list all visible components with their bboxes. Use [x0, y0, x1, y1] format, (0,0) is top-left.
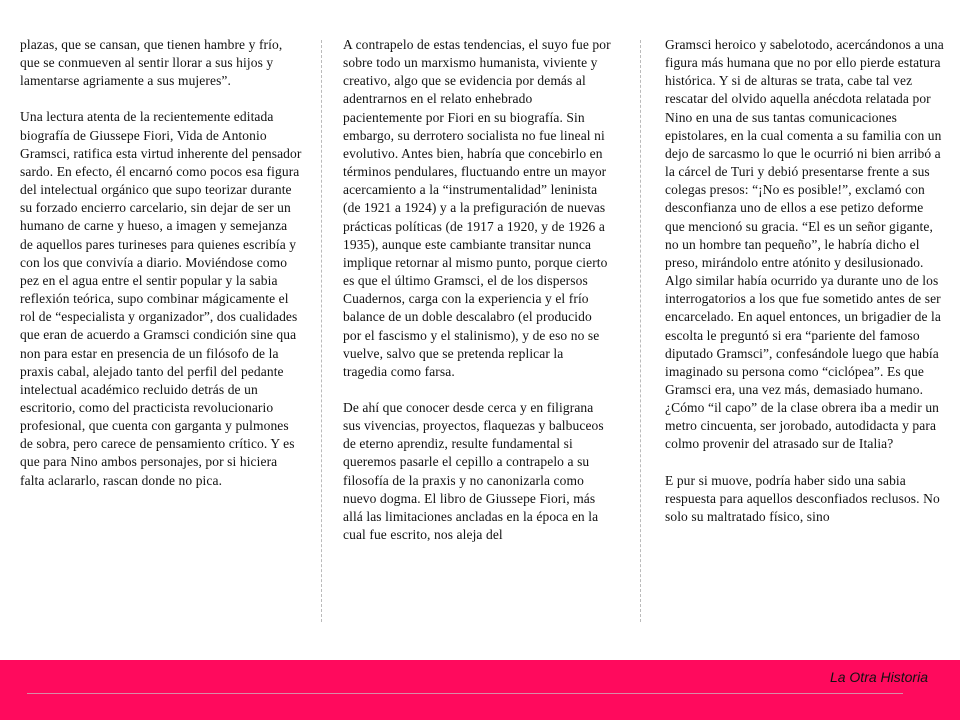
- paragraph: Gramsci heroico y sabelotodo, acercándonos a una figura más humana que no por ello pierde estatura histórica. Y si de alturas se trata, cabe tal vez rescatar del olvido aquella anécdota relatada por Nino en una de sus tantas comunicaciones epistolares, en la cual comenta a su familia con un dejo de sarcasmo lo que le ocurrió ni bien arribó a la cárcel de Turi y debió presentarse frente a sus colegas presos: “¡No es posible!”, exclamó con desconfianza uno de ellos a ese petizo deforme que mencionó su gracia. “El es un señor gigante, no un hombre tan pequeño”, le habría dicho el preso, mirándolo entre atónito y desilusionado. Algo similar había ocurrido ya durante uno de los interrogatorios a los que fue sometido antes de ser encarcelado. En aquel entonces, un brigadier de la escolta le preguntó si era “pariente del famoso diputado Gramsci”, confesándole luego que había imaginado su persona como “ciclópea”. Es que Gramsci era, una vez más, demasiado humano. ¿Cómo “il capo” de la clase obrera iba a medir un metro cincuenta, ser jorobado, autodidacta y para colmo provenir del atrasado sur de Italia?: [665, 37, 944, 452]
- footer-band: [0, 660, 960, 720]
- text-column-1: [20, 36, 302, 508]
- paragraph: A contrapelo de estas tendencias, el suyo fue por sobre todo un marxismo humanista, viviente y creativo, algo que se evidencia por demás al adentrarnos en el relato enhebrado pacientemente por Fiori en su biografía. Sin embargo, su derrotero socialista no fue lineal ni evolutivo. Antes bien, habría que concebirlo en términos pendulares, fluctuando entre un mayor acercamiento a la “instrumentalidad” leninista (de 1921 a 1924) y a la prefiguración de nuevas prácticas políticas (de 1917 a 1920, y de 1926 a 1935), aunque este cambiante transitar nunca implique retornar al mismo punto, porque cierto es que el último Gramsci, el de los dispersos Cuadernos, carga con la experiencia y el frío balance de un doble descalabro (el producido por el fascismo y el stalinismo), y de eso no se vuelve, salvo que se pretenda replicar la tragedia como farsa.: [343, 37, 611, 379]
- paragraph: E pur si muove, podría haber sido una sabia respuesta para aquellos desconfiados reclusos. No solo su maltratado físico, sino: [665, 472, 940, 524]
- paragraph: Una lectura atenta de la recientemente editada biografía de Giussepe Fiori, Vida de Antonio Gramsci, ratifica esta virtud inherente del pensador sardo. En efecto, él encarnó como pocos esa figura del intelectual orgánico que supo teorizar durante su forzado encierro carcelario, sin dejar de ser un humano de carne y hueso, a imagen y semejanza de aquellos pares turineses para quienes escribía y con los que convivía a diario. Moviéndose como pez en el agua entre el sentir popular y la sabia reflexión teórica, supo combinar mágicamente el rol de “especialista y organizador”, dos cualidades que eran de acuerdo a Gramsci condición sine qua non para estar en presencia de un filósofo de la praxis cabal, alejado tanto del perfil del pedante intelectual académico recluido detrás de un escritorio, como del practicista revolucionario profesional, que cuenta con garganta y pulmones de sobra, pero carece de pensamiento crítico. Y es que para Nino ambos personajes, por si hiciera falta aclararlo, rascan donde no pica.: [20, 109, 302, 488]
- text-column-3: [665, 36, 945, 544]
- footer-title: La Otra Historia: [829, 669, 928, 685]
- footer-rule: [27, 693, 903, 694]
- text-column-2: [343, 36, 611, 562]
- paragraph: De ahí que conocer desde cerca y en filigrana sus vivencias, proyectos, flaquezas y balbuceos de eterno aprendiz, resulte fundamental si queremos pasarle el cepillo a contrapelo a su filosofía de la praxis y no canonizarla como nuevo dogma. El libro de Giussepe Fiori, más allá las limitaciones ancladas en la época en la cual fue escrito, nos aleja del: [343, 399, 604, 543]
- column-divider: [321, 40, 322, 622]
- paragraph: plazas, que se cansan, que tienen hambre y frío, que se conmueven al sentir llorar a sus hijos y lamentarse agriamente a sus mujeres”.: [20, 37, 283, 89]
- column-divider: [640, 40, 641, 622]
